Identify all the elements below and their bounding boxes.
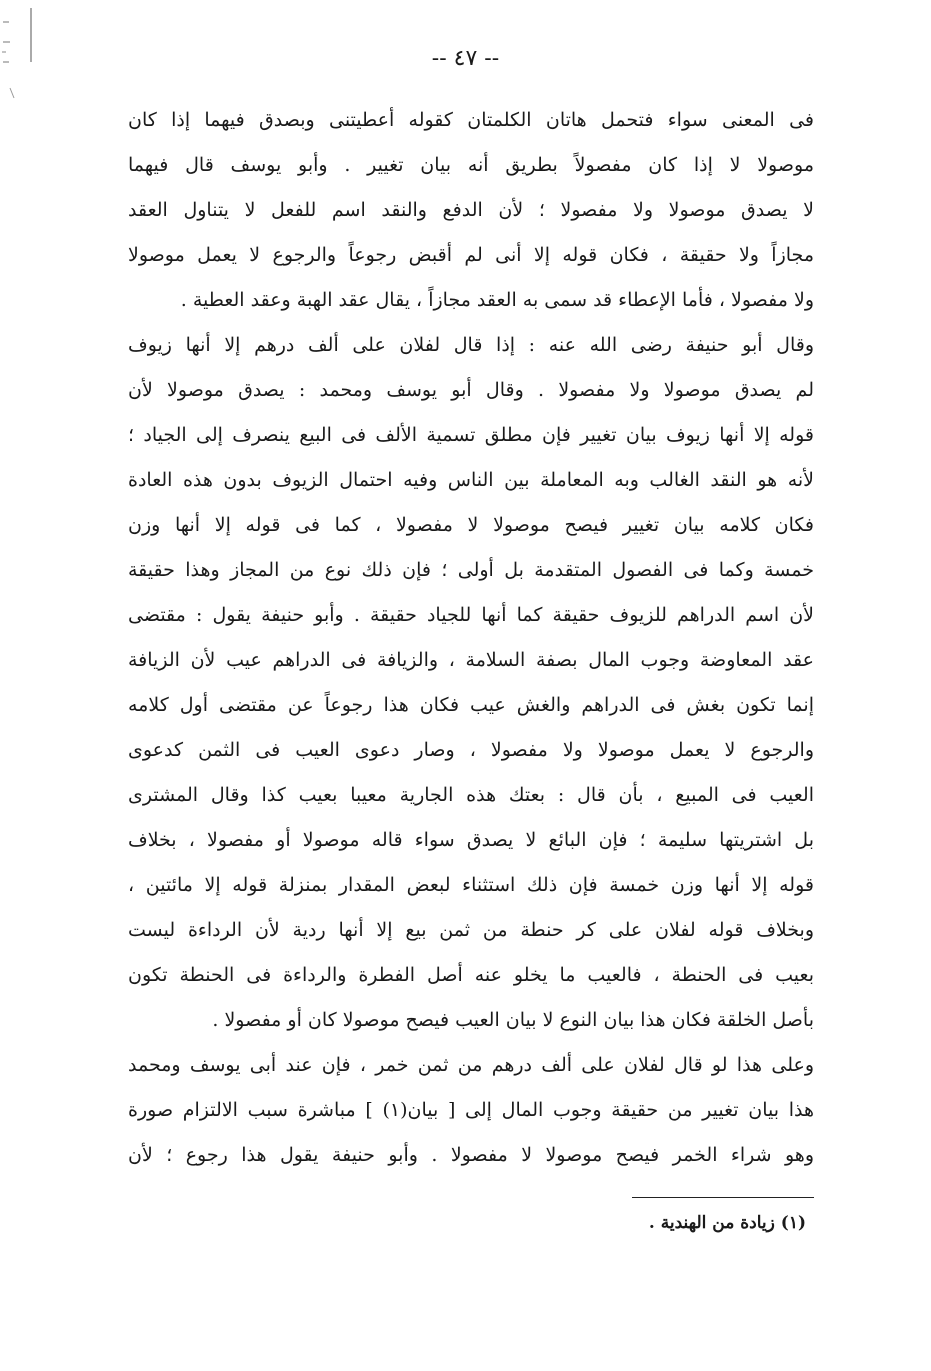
text-line: فكان كلامه بيان تغيير فيصح موصولا لا مفصولا ، كما فى قوله إلا أنها وزن <box>128 514 814 536</box>
text-line: وهو شراء الخمر فيصح موصولا لا مفصولا . وأبو حنيفة يقول هذا رجوع ؛ لأن <box>128 1144 814 1166</box>
text-line: وعلى هذا لو قال لفلان على ألف درهم من ثمن خمر ، فإن عند أبى يوسف ومحمد <box>128 1054 814 1076</box>
page-number: -- ٤٧ -- <box>431 46 500 71</box>
text-line: العيب فى المبيع ، بأن قال : بعتك هذه الجارية معيبا بعيب كذا وقال المشترى <box>128 784 814 806</box>
text-line: لأن اسم الدراهم للزيوف حقيقة كما أنها للجياد حقيقة . وأبو حنيفة يقول : مقتضى <box>128 604 814 626</box>
text-line: بأصل الخلقة فكان هذا بيان النوع لا بيان العيب فيصح موصولا كان أو مفصولا . <box>212 1009 814 1031</box>
text-line: خمسة وكما فى الفصول المتقدمة بل أولى ؛ فإن ذلك نوع من المجاز وهذا حقيقة <box>128 559 814 581</box>
text-line: بعيب فى الحنطة ، فالعيب ما يخلو عنه أصل الفطرة والرداءة فى الحنطة تكون <box>128 964 814 986</box>
text-line: لأنه هو النقد الغالب وبه المعاملة بين الناس وفيه احتمال الزيوف بدون هذه العادة <box>128 469 814 491</box>
text-line: لا يصدق موصولا ولا مفصولا ؛ لأن الدفع والنقد اسم للفعل لا يتناول العقد <box>128 199 814 221</box>
text-line: هذا بيان تغيير من حقيقة وجوب المال إلى [ بيان(١) ] مباشرة سبب الالتزام صورة <box>128 1099 814 1121</box>
text-line: موصولا لا إذا كان مفصولاً بطريق أنه بيان تغيير . وأبو يوسف قال فيهما <box>128 154 814 176</box>
text-line: قوله إلا أنها وزن خمسة فإن ذلك استثناء لبعض المقدار بمنزلة قوله إلا مائتين ، <box>128 874 814 896</box>
text-line: عقد المعاوضة وجوب المال بصفة السلامة ، والزيافة فى الدراهم عيب لأن الزيافة <box>128 649 814 671</box>
text-line: مجازاً ولا حقيقة ، فكان قوله إلا أنى لم أقبض رجوعاً والرجوع لا يعمل موصولا <box>128 244 814 266</box>
text-line: إنما تكون بغش فى الدراهم والغش عيب فكان هذا رجوعاً عن مقتضى أول كلامه <box>128 694 814 716</box>
footnote-divider <box>632 1197 814 1198</box>
text-line: ولا مفصولا ، فأما الإعطاء قد سمى به العقد مجازاً ، يقال عقد الهبة وعقد العطية . <box>180 289 814 311</box>
text-line: بل اشتريتها سليمة ؛ فإن البائع لا يصدق سواء قاله موصولا أو مفصولا ، بخلاف <box>128 829 814 851</box>
text-line: فى المعنى سواء فتحمل هاتان الكلمتان كقوله أعطيتنى وبصدق فيهما إذا كان <box>128 109 814 131</box>
text-line: والرجوع لا يعمل موصولا ولا مفصولا ، وصار دعوى العيب فى الثمن كدعوى <box>128 739 814 761</box>
text-line: وبخلاف قوله لفلان على كر حنطة من ثمن بيع إلا أنها ردية لأن الرداءة ليست <box>128 919 814 941</box>
text-line: قوله إلا أنها زيوف بيان تغيير فإن مطلق تسمية الألف فى البيع ينصرف إلى الجياد ؛ <box>128 424 814 446</box>
text-line: وقال أبو حنيفة رضى الله عنه : إذا قال لفلان على ألف درهم إلا أنها زيوف <box>128 334 814 356</box>
body-text <box>128 98 814 1178</box>
footnote: (١) زيادة من الهندية . <box>648 1213 806 1233</box>
text-line: لم يصدق موصولا ولا مفصولا . وقال أبو يوسف ومحمد : يصدق موصولا لأن <box>128 379 814 401</box>
